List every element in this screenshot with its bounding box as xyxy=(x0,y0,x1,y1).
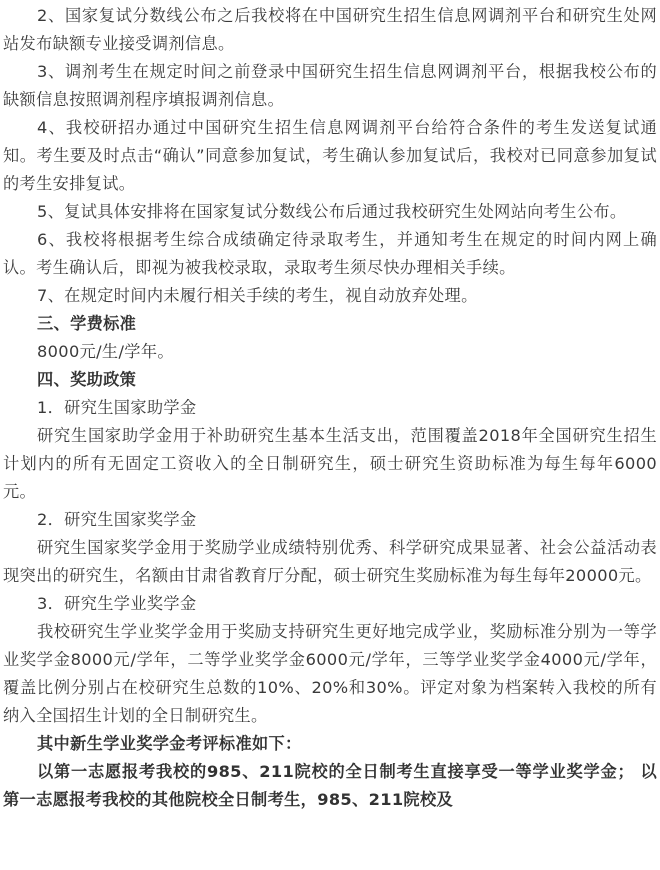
paragraph-item-6: 6、我校将根据考生综合成绩确定待录取考生，并通知考生在规定的时间内网上确认。考生确认后，即视为被我校录取，录取考生须尽快办理相关手续。 xyxy=(3,230,657,277)
criteria-text: 以第一志愿报考我校的985、211院校的全日制考生直接享受一等学业奖学金； 以第一志愿报考我校的其他院校全日制考生，985、211院校及 xyxy=(3,762,657,809)
aid-item-1-title: 1．研究生国家助学金 xyxy=(37,398,197,417)
paragraph-item-7: 7、在规定时间内未履行相关手续的考生，视自动放弃处理。 xyxy=(37,286,478,305)
aid-item-1-text: 研究生国家助学金用于补助研究生基本生活支出，范围覆盖2018年全国研究生招生计划内的所有无固定工资收入的全日制研究生，硕士研究生资助标准为每生每年6000元。 xyxy=(3,426,657,501)
aid-item-3-text: 我校研究生学业奖学金用于奖励支持研究生更好地完成学业，奖励标准分别为一等学业奖学金8000元/学年，二等学业奖学金6000元/学年，三等学业奖学金4000元/学年，覆盖比例分别占在校研究生总数的10%、20%和30%。评定对象为档案转入我校的所有纳入全国招生计划的全日制研究生。 xyxy=(3,622,657,725)
paragraph-item-2: 2、国家复试分数线公布之后我校将在中国研究生招生信息网调剂平台和研究生处网站发布缺额专业接受调剂信息。 xyxy=(3,6,657,53)
tuition-text: 8000元/生/学年。 xyxy=(37,342,174,361)
aid-item-2-text: 研究生国家奖学金用于奖励学业成绩特别优秀、科学研究成果显著、社会公益活动表现突出的研究生，名额由甘肃省教育厅分配，硕士研究生奖励标准为每生每年20000元。 xyxy=(3,538,657,585)
section-heading-tuition: 三、学费标准 xyxy=(37,314,137,333)
aid-item-3-title: 3．研究生学业奖学金 xyxy=(37,594,197,613)
criteria-heading: 其中新生学业奖学金考评标准如下： xyxy=(37,734,302,753)
paragraph-item-3: 3、调剂考生在规定时间之前登录中国研究生招生信息网调剂平台，根据我校公布的缺额信息按照调剂程序填报调剂信息。 xyxy=(3,62,657,109)
aid-item-2-title: 2．研究生国家奖学金 xyxy=(37,510,197,529)
paragraph-item-5: 5、复试具体安排将在国家复试分数线公布后通过我校研究生处网站向考生公布。 xyxy=(37,202,627,221)
paragraph-item-4: 4、我校研招办通过中国研究生招生信息网调剂平台给符合条件的考生发送复试通知。考生要及时点击“确认”同意参加复试，考生确认参加复试后，我校对已同意参加复试的考生安排复试。 xyxy=(3,118,657,193)
section-heading-aid: 四、奖助政策 xyxy=(37,370,137,389)
